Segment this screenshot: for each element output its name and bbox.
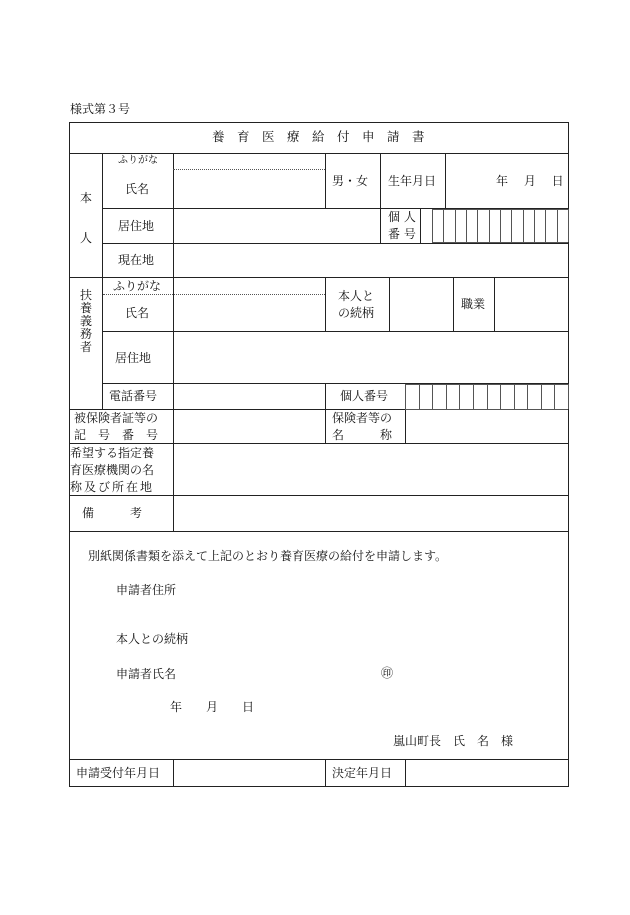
id-digit-divider [477, 209, 478, 242]
id-digit-divider [419, 384, 420, 409]
id-digit-divider [557, 209, 558, 242]
guardian-section-char: 義 [79, 314, 92, 328]
guardian-phone-label: 電話番号 [109, 389, 158, 403]
applicant-address-label: 申請者住所 [116, 583, 177, 597]
form-number: 様式第３号 [70, 102, 131, 116]
decision-date-field[interactable] [407, 761, 567, 785]
person-furigana-label: ふりがな [118, 155, 158, 166]
application-date-field[interactable]: 年 月 日 [170, 700, 255, 714]
guardian-relation-label-1: 本人と [338, 289, 375, 303]
guardian-occupation-label: 職業 [461, 297, 486, 311]
id-digit-divider [514, 384, 515, 409]
guardian-section-label [79, 289, 93, 354]
id-digit-divider [446, 384, 447, 409]
guardian-section-char: 務 [79, 327, 92, 341]
id-digit-divider [500, 384, 501, 409]
person-id-label-2: 番 号 [388, 227, 416, 241]
applicant-name-field[interactable] [190, 662, 375, 684]
person-section-label-1: 本 [80, 191, 93, 205]
addressee: 嵐山町長 氏 名 様 [393, 734, 514, 748]
insurer-name-field[interactable] [407, 411, 567, 442]
id-digit-divider [568, 384, 569, 409]
person-address-field[interactable] [175, 210, 379, 242]
id-digit-divider [466, 209, 467, 242]
insurance-symbol-field[interactable] [175, 411, 324, 442]
id-digit-divider [459, 384, 460, 409]
id-digit-divider [545, 209, 546, 242]
remarks-field[interactable] [175, 497, 567, 530]
id-digit-divider [473, 384, 474, 409]
person-name-label: 氏名 [125, 182, 150, 196]
guardian-id-label: 個人番号 [340, 389, 389, 403]
insurance-symbol-label-1: 被保険者証等の [74, 411, 159, 425]
person-id-label-1: 個 人 [388, 210, 416, 224]
id-digit-divider [487, 384, 488, 409]
person-name-field[interactable] [175, 170, 324, 207]
guardian-phone-field[interactable] [175, 385, 324, 408]
applicant-address-field[interactable] [190, 578, 560, 600]
id-digit-divider [432, 209, 433, 242]
id-digit-divider [500, 209, 501, 242]
id-digit-divider [541, 384, 542, 409]
seal-mark: ㊞ [381, 666, 394, 680]
declaration-statement: 別紙関係書類を添えて上記のとおり養育医療の給付を申請します。 [88, 549, 448, 563]
guardian-relation-field[interactable] [391, 279, 452, 330]
guardian-section-char: 扶 [79, 288, 92, 302]
guardian-furigana-label: ふりがな [113, 279, 162, 293]
id-digit-divider [443, 209, 444, 242]
id-digit-divider [405, 384, 406, 409]
id-digit-divider [554, 384, 555, 409]
guardian-name-label: 氏名 [125, 306, 150, 320]
id-digit-divider [432, 384, 433, 409]
person-section-label-2: 人 [80, 231, 93, 245]
received-date-label: 申請受付年月日 [76, 766, 161, 780]
hospital-field[interactable] [175, 445, 567, 494]
remarks-label: 備 考 [82, 506, 143, 520]
id-digit-divider [568, 209, 569, 242]
id-digit-divider [489, 209, 490, 242]
person-gender[interactable]: 男・女 [332, 174, 369, 188]
hospital-label-3: 称及び所在地 [70, 480, 155, 494]
applicant-name-label: 申請者氏名 [116, 667, 177, 681]
id-digit-divider [523, 209, 524, 242]
person-address-label: 居住地 [118, 219, 155, 233]
person-birthdate-label: 生年月日 [388, 174, 437, 188]
form-title: 養 育 医 療 給 付 申 請 書 [212, 129, 425, 144]
guardian-address-label: 居住地 [115, 351, 152, 365]
applicant-relation-label: 本人との続柄 [116, 632, 189, 646]
id-digit-divider [527, 384, 528, 409]
person-birthdate-field[interactable]: 年 月 日 [496, 174, 564, 188]
decision-date-label: 決定年月日 [332, 766, 393, 780]
hospital-label-2: 育医療機関の名 [70, 463, 155, 477]
insurer-label-2: 名 称 [332, 428, 393, 442]
id-digit-divider [534, 209, 535, 242]
applicant-relation-field[interactable] [200, 627, 560, 649]
insurance-symbol-label-2: 記 号 番 号 [74, 428, 159, 442]
id-digit-divider [511, 209, 512, 242]
id-digit-divider [455, 209, 456, 242]
guardian-relation-label-2: の続柄 [338, 306, 375, 320]
received-date-field[interactable] [175, 761, 324, 785]
guardian-occupation-field[interactable] [496, 279, 567, 330]
hospital-label-1: 希望する指定養 [70, 446, 155, 460]
guardian-name-field[interactable] [175, 296, 324, 330]
guardian-address-field[interactable] [175, 333, 567, 382]
guardian-section-char: 養 [79, 301, 92, 315]
insurer-label-1: 保険者等の [332, 411, 393, 425]
person-current-address-label: 現在地 [118, 253, 155, 267]
person-current-address-field[interactable] [175, 245, 567, 276]
guardian-section-char: 者 [79, 340, 92, 354]
